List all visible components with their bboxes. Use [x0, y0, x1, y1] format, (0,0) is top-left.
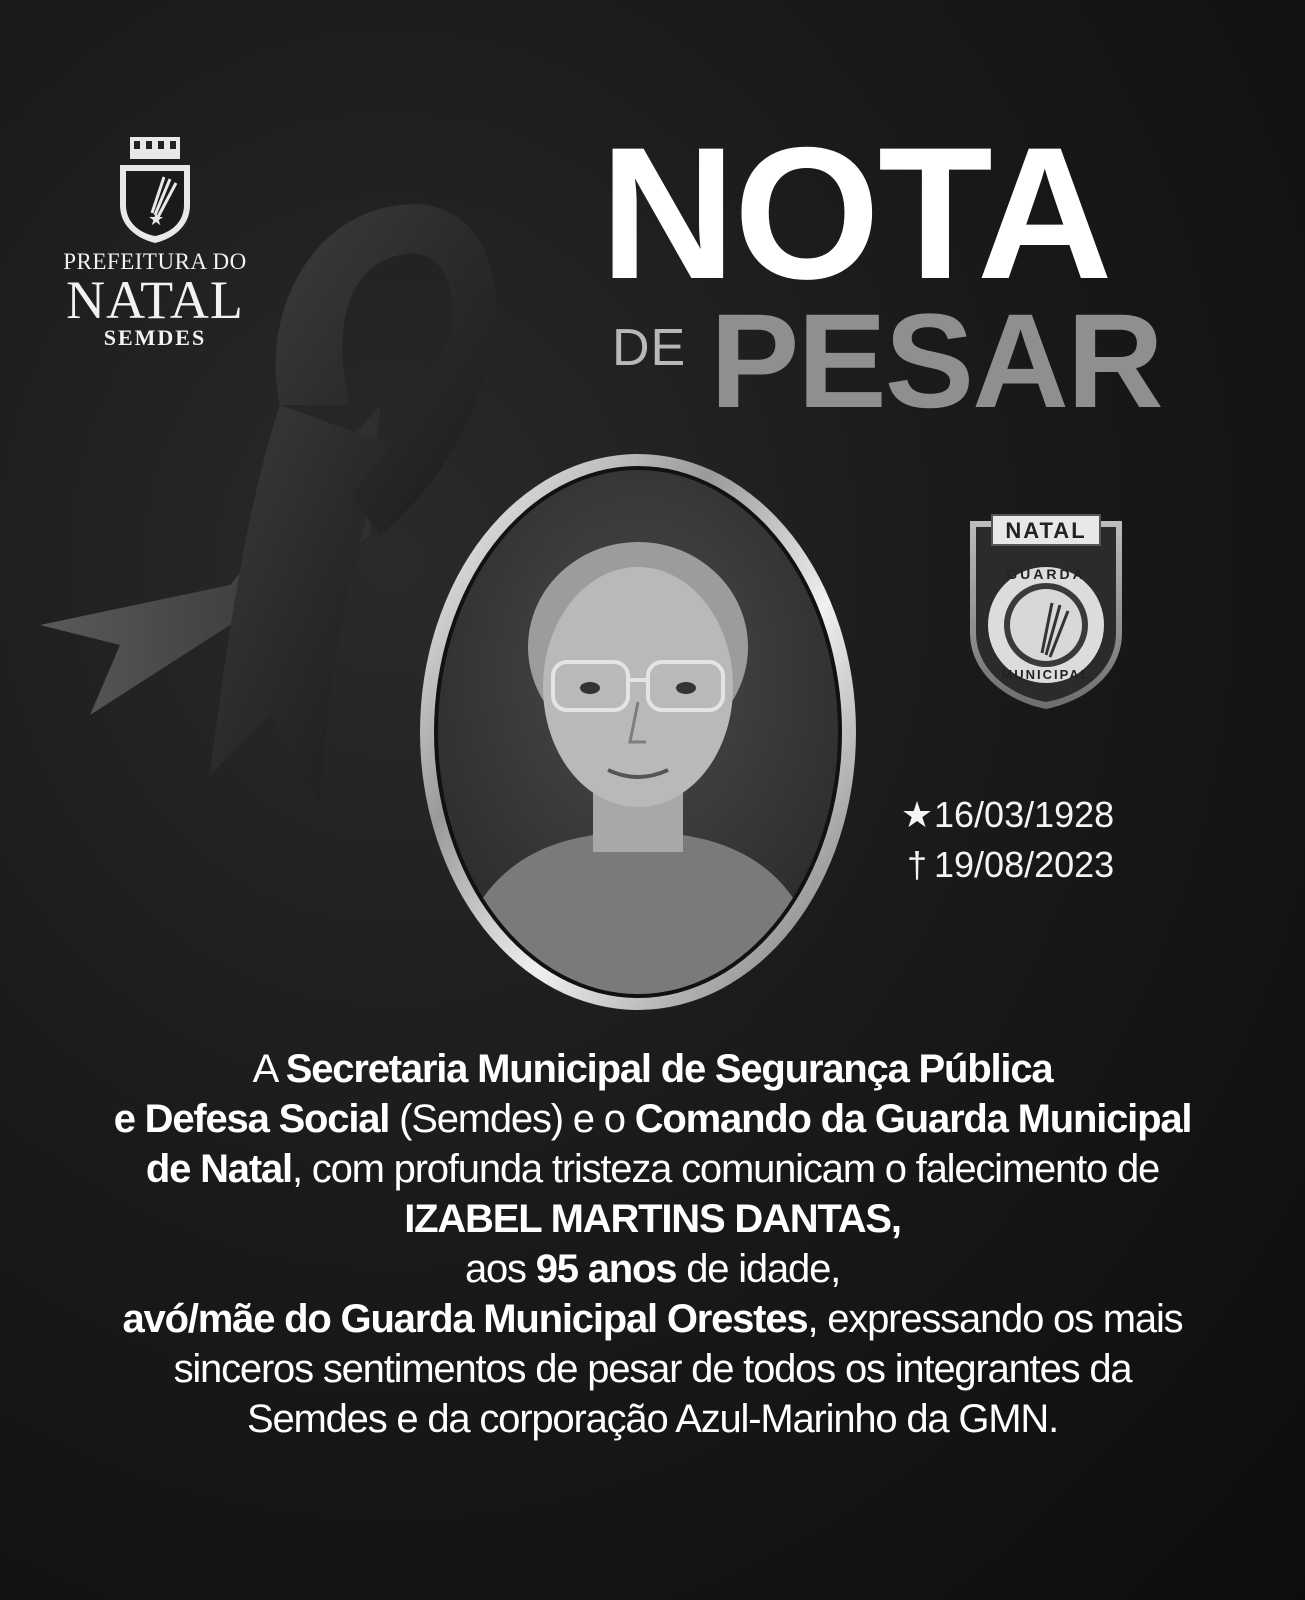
logo-line-prefeitura: PREFEITURA DO [63, 249, 247, 274]
title-de: DE [612, 319, 687, 377]
guarda-municipal-badge-icon [966, 513, 1126, 713]
logo-line-semdes: SEMDES [103, 325, 207, 350]
text-line-7: sinceros sentimentos de pesar de todos os integrantes da [173, 1347, 1132, 1391]
star-icon: ★ [900, 794, 934, 835]
deceased-name: IZABEL MARTINS DANTAS, [404, 1197, 901, 1241]
dates-block [900, 790, 1114, 890]
badge-guarda-text: GUARDA [1006, 566, 1086, 582]
text-line-1: A Secretaria Municipal de Segurança Pública [252, 1047, 1053, 1091]
badge-municipal-text: MUNICIPAL [1001, 667, 1091, 682]
text-line-6: avó/mãe do Guarda Municipal Orestes, expressando os mais [122, 1297, 1183, 1341]
cross-icon: † [906, 844, 928, 885]
svg-text:★: ★ [148, 209, 165, 230]
death-date: 19/08/2023 [934, 844, 1115, 885]
portrait-frame [418, 452, 858, 1012]
text-line-3: de Natal, com profunda tristeza comunicam o falecimento de [145, 1147, 1160, 1191]
death-date-row [900, 840, 1114, 890]
birth-date-row [900, 790, 1114, 840]
birth-date: 16/03/1928 [934, 794, 1115, 835]
text-line-5: aos 95 anos de idade, [464, 1247, 841, 1291]
title-nota: NOTA [600, 108, 1111, 318]
text-line-2: e Defesa Social (Semdes) e o Comando da Guarda Municipal [113, 1097, 1192, 1141]
badge-natal-text: NATAL [1005, 518, 1087, 543]
logo-line-natal: NATAL [66, 270, 244, 330]
title-pesar: PESAR [710, 287, 1162, 436]
coat-of-arms-icon [110, 135, 200, 245]
announcement-text [80, 1044, 1225, 1444]
text-line-8: Semdes e da corporação Azul-Marinho da GMN. [246, 1397, 1059, 1441]
prefeitura-natal-logo [40, 135, 270, 365]
